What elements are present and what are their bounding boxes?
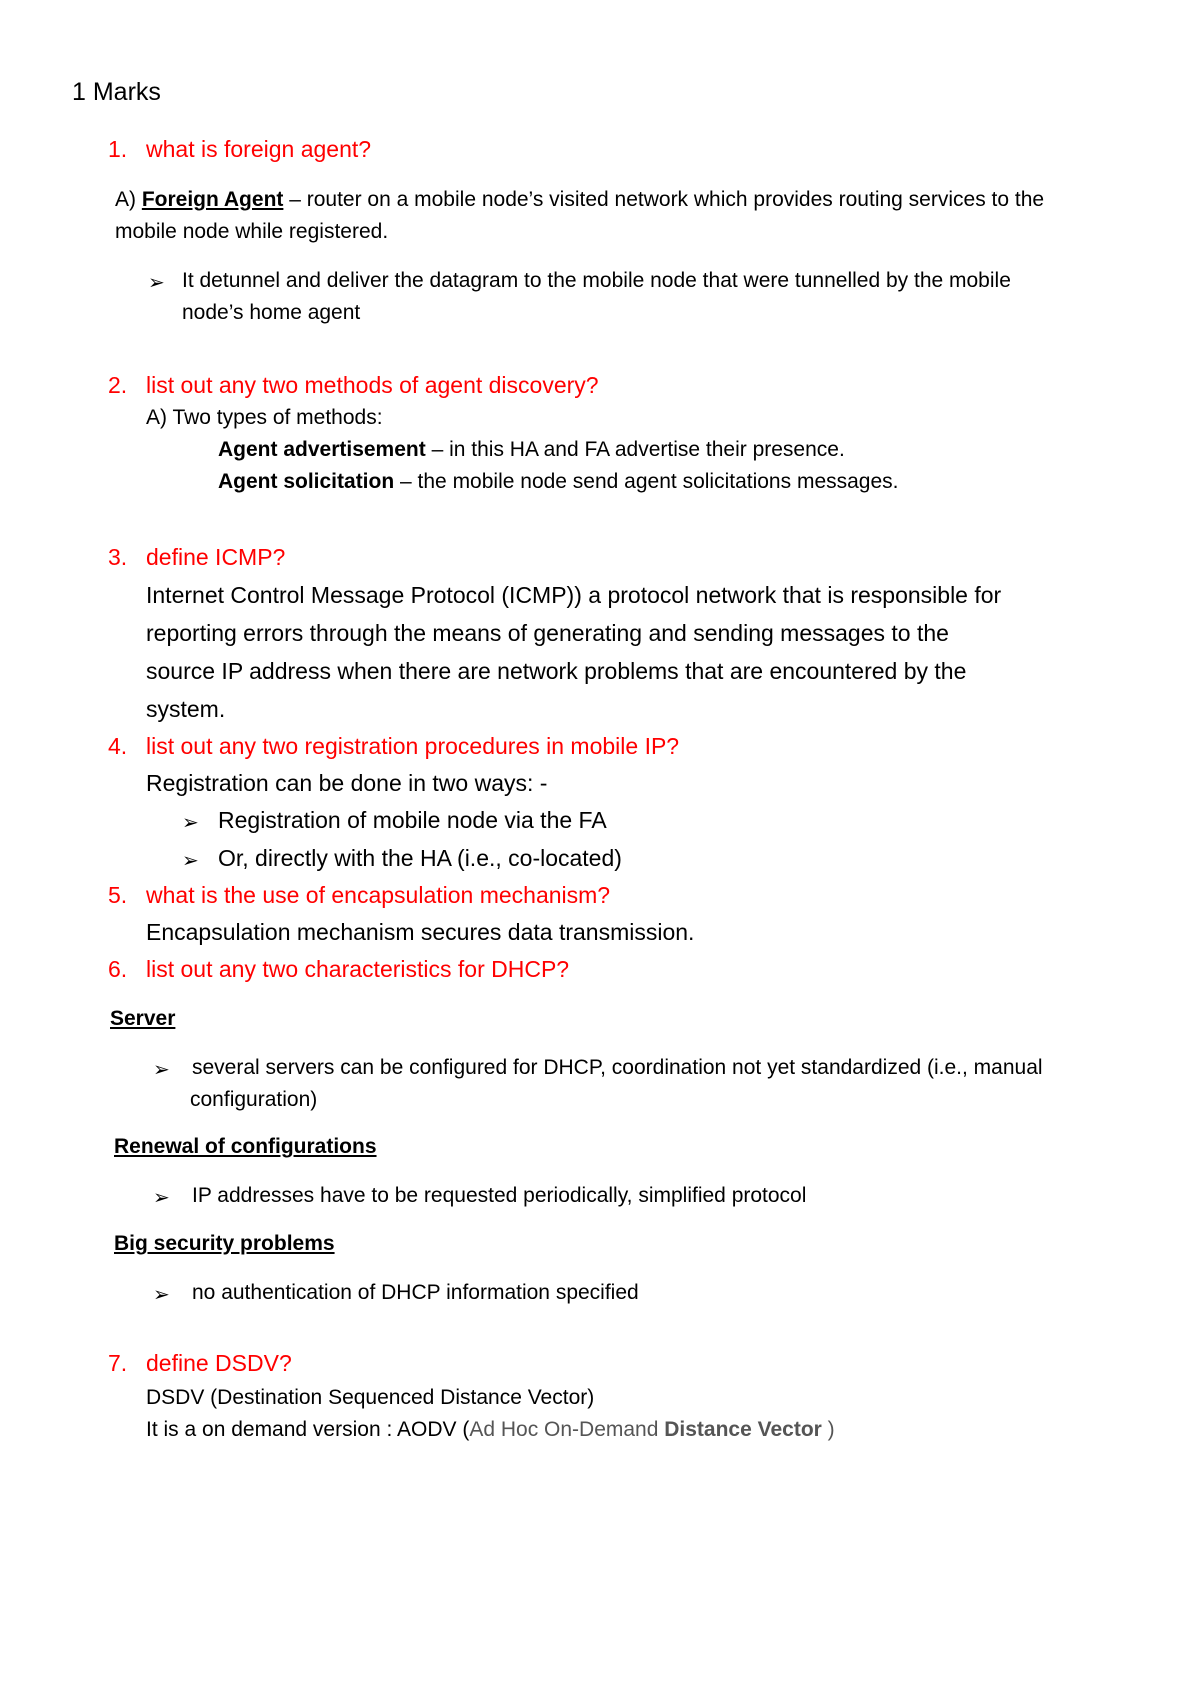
q4-question: list out any two registration procedures in mobile IP? <box>146 733 680 759</box>
q1-answer-prefix: A) <box>115 188 142 211</box>
q3-answer-line3: source IP address when there are network problems that are encountered by the <box>146 658 967 684</box>
q1-question: what is foreign agent? <box>146 136 372 162</box>
q6-section-server-line1: several servers can be configured for DHCP, coordination not yet standardized (i.e., manual <box>192 1056 1043 1079</box>
q7-answer-bold: Distance Vector <box>664 1418 822 1441</box>
q7-answer-line2 <box>146 1418 835 1442</box>
q2-method1 <box>218 438 845 462</box>
q7-number: 7. <box>108 1350 128 1376</box>
q1-term: Foreign Agent <box>141 188 284 211</box>
q6-section-security-line1: no authentication of DHCP information specified <box>192 1281 639 1304</box>
bullet-arrow-icon: ➢ <box>182 850 199 872</box>
q5-answer: Encapsulation mechanism secures data transmission. <box>146 919 695 945</box>
bullet-arrow-icon: ➢ <box>153 1187 170 1209</box>
q7-answer-line1: DSDV (Destination Sequenced Distance Vector) <box>146 1386 595 1409</box>
q1-bullet-line2: node’s home agent <box>182 301 361 324</box>
q4-bullet2: Or, directly with the HA (i.e., co-located) <box>218 845 622 871</box>
q6-section-renewal-line1: IP addresses have to be requested periodically, simplified protocol <box>192 1184 807 1207</box>
q7-answer-prefix: It is a on demand version : AODV ( <box>146 1418 470 1441</box>
q6-section-security-title: Big security problems <box>114 1232 335 1255</box>
bullet-arrow-icon: ➢ <box>148 272 165 294</box>
page-heading: 1 Marks <box>72 78 161 106</box>
bullet-arrow-icon: ➢ <box>153 1059 170 1081</box>
bullet-arrow-icon: ➢ <box>153 1284 170 1306</box>
q2-method2-term: Agent solicitation <box>218 470 395 493</box>
q2-method1-desc: – in this HA and FA advertise their presence. <box>425 438 845 461</box>
bullet-arrow-icon: ➢ <box>182 812 199 834</box>
q5-question: what is the use of encapsulation mechanism? <box>146 882 611 908</box>
q3-question: define ICMP? <box>146 544 286 570</box>
q1-number: 1. <box>108 136 128 162</box>
q3-number: 3. <box>108 544 128 570</box>
q4-bullet1: Registration of mobile node via the FA <box>218 807 607 833</box>
q6-question: list out any two characteristics for DHCP? <box>146 956 570 982</box>
q4-answer-intro: Registration can be done in two ways: - <box>146 770 548 796</box>
q7-answer-suffix: ) <box>821 1418 835 1441</box>
q2-method2 <box>218 470 899 494</box>
q3-answer-line2: reporting errors through the means of generating and sending messages to the <box>146 620 949 646</box>
q3-answer-line1: Internet Control Message Protocol (ICMP)) a protocol network that is responsible for <box>146 582 1002 608</box>
q3-answer-line4: system. <box>146 696 226 722</box>
q2-answer-intro: A) Two types of methods: <box>146 406 383 429</box>
q6-section-server-title: Server <box>110 1007 176 1030</box>
q6-section-server-line2: configuration) <box>190 1088 318 1111</box>
q6-number: 6. <box>108 956 128 982</box>
q4-number: 4. <box>108 733 128 759</box>
q1-answer-line2: mobile node while registered. <box>115 220 389 243</box>
q2-question: list out any two methods of agent discovery? <box>146 372 599 398</box>
q2-method1-term: Agent advertisement <box>218 438 426 461</box>
q5-number: 5. <box>108 882 128 908</box>
q2-method2-desc: – the mobile node send agent solicitations messages. <box>394 470 899 493</box>
q7-answer-gray: Ad Hoc On-Demand <box>469 1418 665 1441</box>
q6-section-renewal-title: Renewal of configurations <box>114 1135 377 1158</box>
q1-answer-line1 <box>115 188 1044 212</box>
q2-number: 2. <box>108 372 128 398</box>
q7-question: define DSDV? <box>146 1350 292 1376</box>
q1-bullet-line1: It detunnel and deliver the datagram to the mobile node that were tunnelled by the mobile <box>182 269 1011 292</box>
q1-answer-text: – router on a mobile node’s visited network which provides routing services to the <box>283 188 1045 211</box>
